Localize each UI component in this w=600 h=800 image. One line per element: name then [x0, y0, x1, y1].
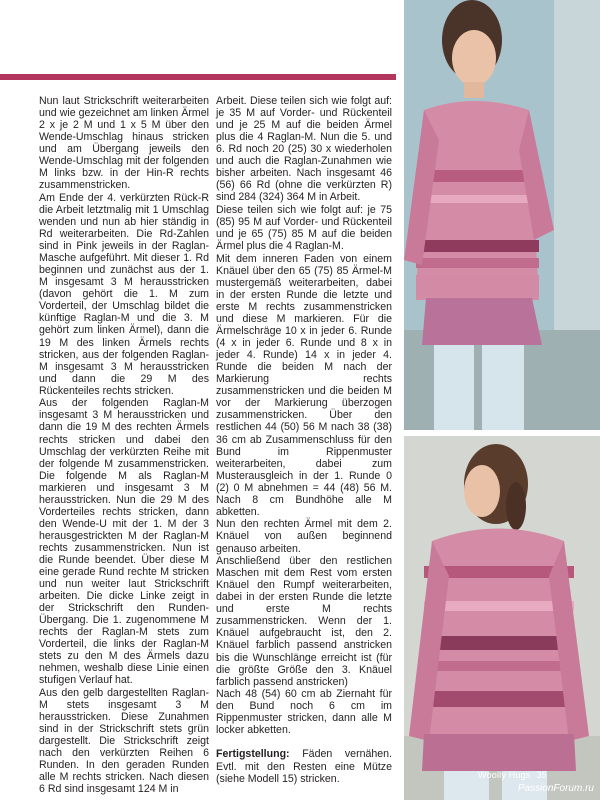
paragraph: Nun laut Strickschrift weiterarbeiten und wie gezeichnet am linken Ärmel 2 x je 2 M und 1 x 5 M über den Wende-Umschlag hinaus stricken und am Übergang jeweils den Wende-Umschlag mit der folgenden M links bzw. in der Hin-R rechts zusammenstricken.: [39, 95, 209, 192]
accent-rule: [0, 74, 396, 80]
watermark: PassionForum.ru: [517, 783, 594, 794]
model-photo-front: [404, 0, 600, 430]
page-number: 35: [536, 770, 547, 780]
page-footer: [478, 770, 547, 780]
right-text-column: [216, 95, 392, 785]
finishing-paragraph: [216, 748, 392, 784]
paragraph: Am Ende der 4. verkürzten Rück-R die Arbeit letztmalig mit 1 Umschlag wenden und nun ab hier ständig in Rd weiterarbeiten. Die Rd-Zahlen sind in Pink jeweils in der Raglan-Masche aufgeführt. Mit dieser 1. Rd beginnen und zunächst aus der 1. M insgesamt 3 M herausstricken (davon gehört die 1. M zum Vorderteil, der Umschlag bildet die künftige Raglan-M und die 3. M gehört zum linken Ärmel), dann die 19 M des linken Ärmels rechts stricken, aus der folgenden Raglan-M insgesamt 3 M herausstricken und dann die 29 M des Rückenteiles rechts stricken.: [39, 191, 209, 397]
magazine-name: Woolly Hugs: [478, 770, 531, 780]
left-text-column: [39, 95, 209, 796]
paragraph: Nach 48 (54) 60 cm ab Ziernaht für den Bund noch 6 cm im Rippenmuster stricken, dann alle M locker abketten.: [216, 688, 392, 737]
sweater-back-illustration: [404, 436, 600, 800]
paragraph: Nun den rechten Ärmel mit dem 2. Knäuel von außen beginnend genauso arbeiten.: [216, 518, 392, 555]
finishing-label: Fertigstellung:: [216, 748, 290, 761]
finishing-text: Fäden vernähen. Evtl. mit den Resten eine Mütze (siehe Modell 15) stricken.: [216, 748, 392, 785]
sweater-front-illustration: [404, 0, 600, 430]
paragraph: Anschließend über den restlichen Maschen mit dem Rest vom ersten Knäuel den Rumpf weiterarbeiten, dabei in der ersten Runde die letzte und erste M rechts zusammenstricken. Wenn der 1. Knäuel aufgebraucht ist, den 2. Knäuel farblich passend anstricken bis die Wunschlänge erreicht ist (für die größte Größe den 3. Knäuel farblich passend anstricken): [216, 555, 392, 688]
model-photo-back: [404, 436, 600, 800]
paragraph: Aus der folgenden Raglan-M insgesamt 3 M herausstricken und dann die 19 M des rechten Ärmels rechts stricken und dabei den Umschlag der verkürzten Reihe mit der folgende M zusammenstricken. Die folgende M als Raglan-M markieren und insgesamt 3 M herausstricken. Nun die 29 M des Vorderteiles rechts stricken, dann den Wende-U mit der 1. M der 3 herausgestrickten M der Raglan-M rechts zusammenstricken. Nun ist die Runde beendet. Über diese M eine gerade Rund rechte M stricken und nun weiter laut Strickschrift arbeiten. Die dicke Linke zeigt in der Strickschrift den Runden-Übergang. Die 1. zugenommene M rechts der Raglan-M stets zum Vorderteil, die links der Raglan-M stets zu den M des Ärmels dazu nehmen, weshalb diese Linie einen stufigen Verlauf hat.: [39, 397, 209, 687]
paragraph: Aus den gelb dargestellten Raglan-M stets insgesamt 3 M herausstricken. Diese Zunahmen sind in der Strickschrift stets grün dargestellt. Die Strickschrift zeigt nach den verkürzten Reihen 6 Runden. In den geraden Runden alle M rechts stricken. Nach diesen 6 Rd sind insgesamt 124 M in: [39, 687, 209, 796]
paragraph: Diese teilen sich wie folgt auf: je 75 (85) 95 M auf Vorder- und Rückenteil und je 65 (75) 85 M auf die beiden Ärmel plus die 4 Raglan-M.: [216, 204, 392, 253]
paragraph: Mit dem inneren Faden von einem Knäuel über den 65 (75) 85 Ärmel-M mustergemäß weiterarbeiten, dabei in der ersten Runde die letzte und erste M rechts zusammenstricken und diese M markieren. Für die Ärmelschräge 10 x in jeder 6. Runde (4 x in jeder 6. Runde und 8 x in jeder 4. Runde) 14 x in jeder 4. Runde die beiden M nach der Markierung rechts zusammenstricken und die beiden M vor der Markierung überzogen zusammenstricken. Über den restlichen 44 (50) 56 M nach 38 (38) 36 cm ab Zusammenschluss für den Bund im Rippenmuster weiterarbeiten, dabei zum Musterausgleich in der 1. Runde 0 (2) 0 M abnehmen = 44 (48) 56 M. Nach 8 cm Bundhöhe alle M abketten.: [216, 252, 392, 518]
paragraph: Arbeit. Diese teilen sich wie folgt auf: je 35 M auf Vorder- und Rückenteil und je 25 M auf die beiden Ärmel plus die 4 Raglan-M. Nun die 5. und 6. Rd noch 20 (25) 30 x wiederholen und auch die Raglan-Zunahmen wie bisher arbeiten. Nach insgesamt 46 (56) 66 Rd (ohne die verkürzten R) sind 284 (324) 364 M in Arbeit.: [216, 95, 392, 204]
